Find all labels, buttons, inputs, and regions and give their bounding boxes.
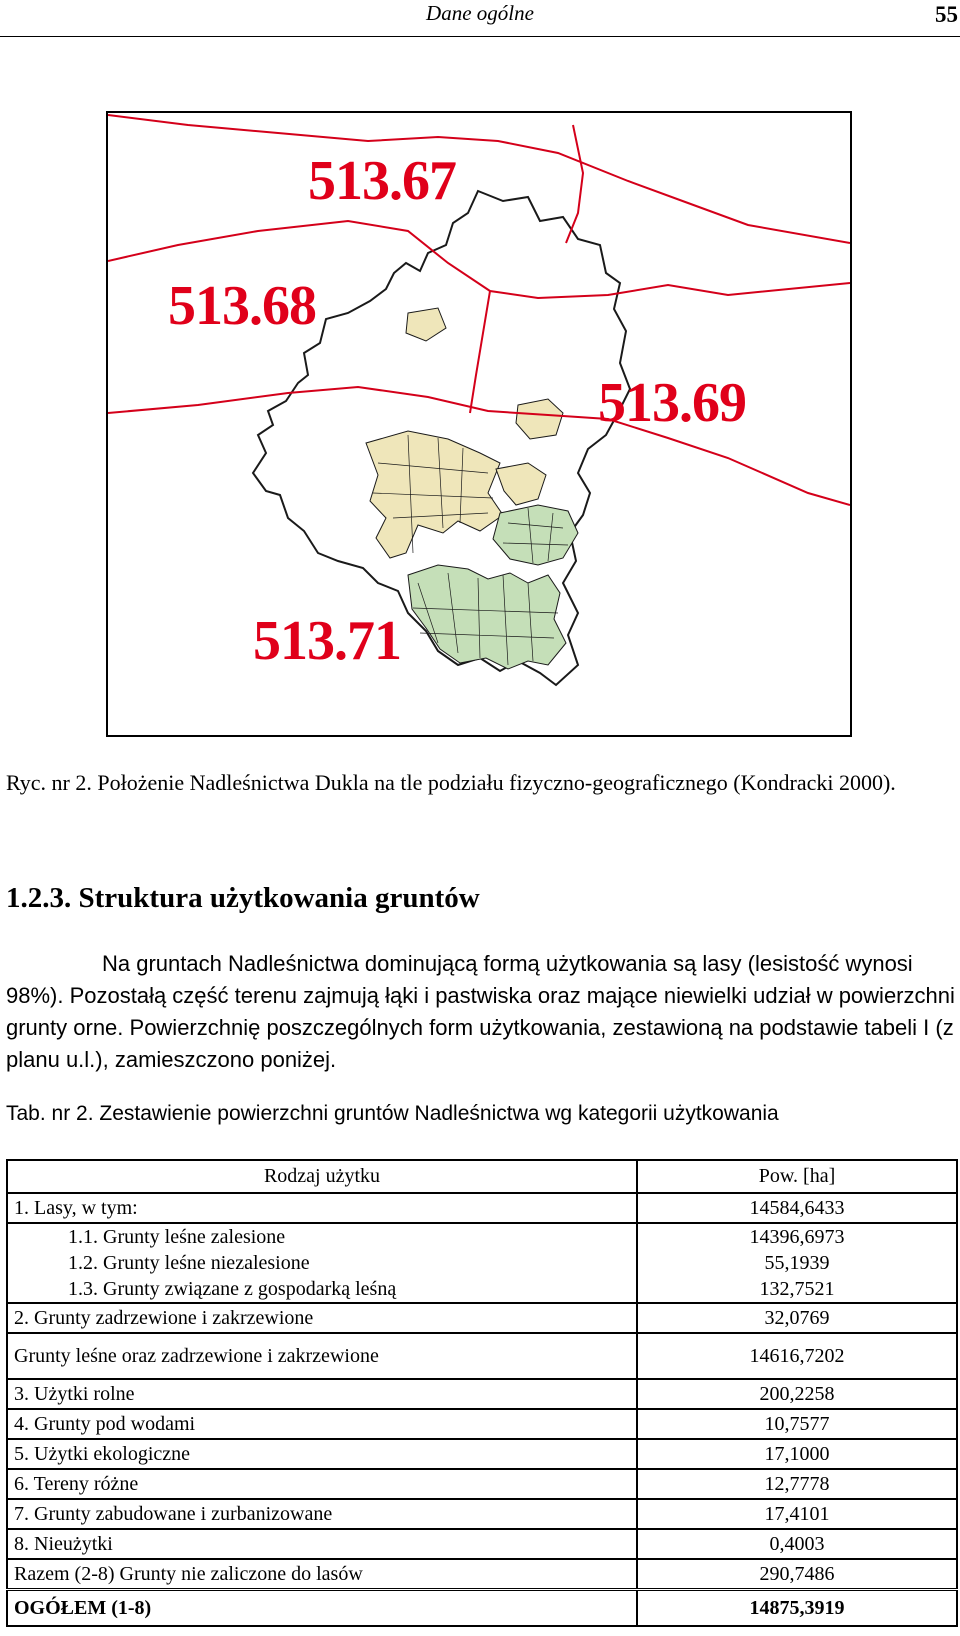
table-row [7, 1439, 957, 1469]
section-heading: 1.2.3. Struktura użytkowania gruntów [6, 882, 480, 914]
table-row [7, 1469, 957, 1499]
row-label: 6. Tereny różne [7, 1469, 637, 1499]
region-label-513-67: 513.67 [308, 150, 456, 212]
row-value: 55,1939 [637, 1250, 957, 1276]
row-value: 17,4101 [637, 1499, 957, 1529]
table-row [7, 1333, 957, 1379]
row-label: 1. Lasy, w tym: [7, 1193, 637, 1223]
table-total-row [7, 1590, 957, 1627]
table-row [7, 1559, 957, 1590]
row-value: 132,7521 [637, 1276, 957, 1303]
row-label: 3. Użytki rolne [7, 1379, 637, 1409]
row-value: 32,0769 [637, 1303, 957, 1333]
row-label: Grunty leśne oraz zadrzewione i zakrzewione [7, 1333, 637, 1379]
table-row [7, 1499, 957, 1529]
table-row [7, 1529, 957, 1559]
row-label: 1.1. Grunty leśne zalesione [7, 1223, 637, 1250]
figure-caption: Ryc. nr 2. Położenie Nadleśnictwa Dukla na tle podziału fizyczno-geograficznego (Kondracki 2000). [6, 770, 896, 795]
row-label: 7. Grunty zabudowane i zurbanizowane [7, 1499, 637, 1529]
header-title: Dane ogólne [426, 1, 534, 25]
land-use-table [6, 1159, 958, 1627]
row-label: 2. Grunty zadrzewione i zakrzewione [7, 1303, 637, 1333]
region-label-513-69: 513.69 [598, 372, 746, 434]
green-forest-compartments [408, 565, 566, 669]
row-value: 12,7778 [637, 1469, 957, 1499]
row-value: 14616,7202 [637, 1333, 957, 1379]
row-label: Razem (2-8) Grunty nie zaliczone do lasów [7, 1559, 637, 1590]
table-caption: Tab. nr 2. Zestawienie powierzchni gruntów Nadleśnictwa wg kategorii użytkowania [6, 1102, 779, 1125]
region-label-513-68: 513.68 [168, 275, 316, 337]
table-row [7, 1303, 957, 1333]
total-value: 14875,3919 [637, 1590, 957, 1627]
table-row [7, 1223, 957, 1250]
table-row [7, 1276, 957, 1303]
row-value: 14584,6433 [637, 1193, 957, 1223]
column-header-area: Pow. [ha] [637, 1160, 957, 1193]
page-number: 55 [935, 2, 958, 27]
row-label: 1.2. Grunty leśne niezalesione [7, 1250, 637, 1276]
region-label-513-71: 513.71 [253, 610, 401, 672]
row-value: 200,2258 [637, 1379, 957, 1409]
paragraph-text: Na gruntach Nadleśnictwa dominującą formą użytkowania są lasy (lesistość wynosi 98%). Pozostałą część terenu zajmują łąki i pastwiska oraz mające niewielki udział w powierzchni grunty orne. Powierzchnię poszczególnych form użytkowania, zestawioną na podstawie tabeli I (z planu u.l.), zamieszczono poniżej. [6, 951, 955, 1072]
header-divider [0, 36, 960, 37]
row-value: 290,7486 [637, 1559, 957, 1590]
table-row [7, 1193, 957, 1223]
table-row [7, 1250, 957, 1276]
table-row [7, 1379, 957, 1409]
column-header-type: Rodzaj użytku [7, 1160, 637, 1193]
row-value: 14396,6973 [637, 1223, 957, 1250]
total-label: OGÓŁEM (1-8) [7, 1590, 637, 1627]
row-value: 0,4003 [637, 1529, 957, 1559]
row-label: 4. Grunty pod wodami [7, 1409, 637, 1439]
table-row [7, 1409, 957, 1439]
table-header-row [7, 1160, 957, 1193]
row-label: 1.3. Grunty związane z gospodarką leśną [7, 1276, 637, 1303]
row-label: 8. Nieużytki [7, 1529, 637, 1559]
region-map [106, 111, 852, 737]
row-value: 10,7577 [637, 1409, 957, 1439]
row-value: 17,1000 [637, 1439, 957, 1469]
row-label: 5. Użytki ekologiczne [7, 1439, 637, 1469]
body-paragraph [6, 948, 956, 1076]
